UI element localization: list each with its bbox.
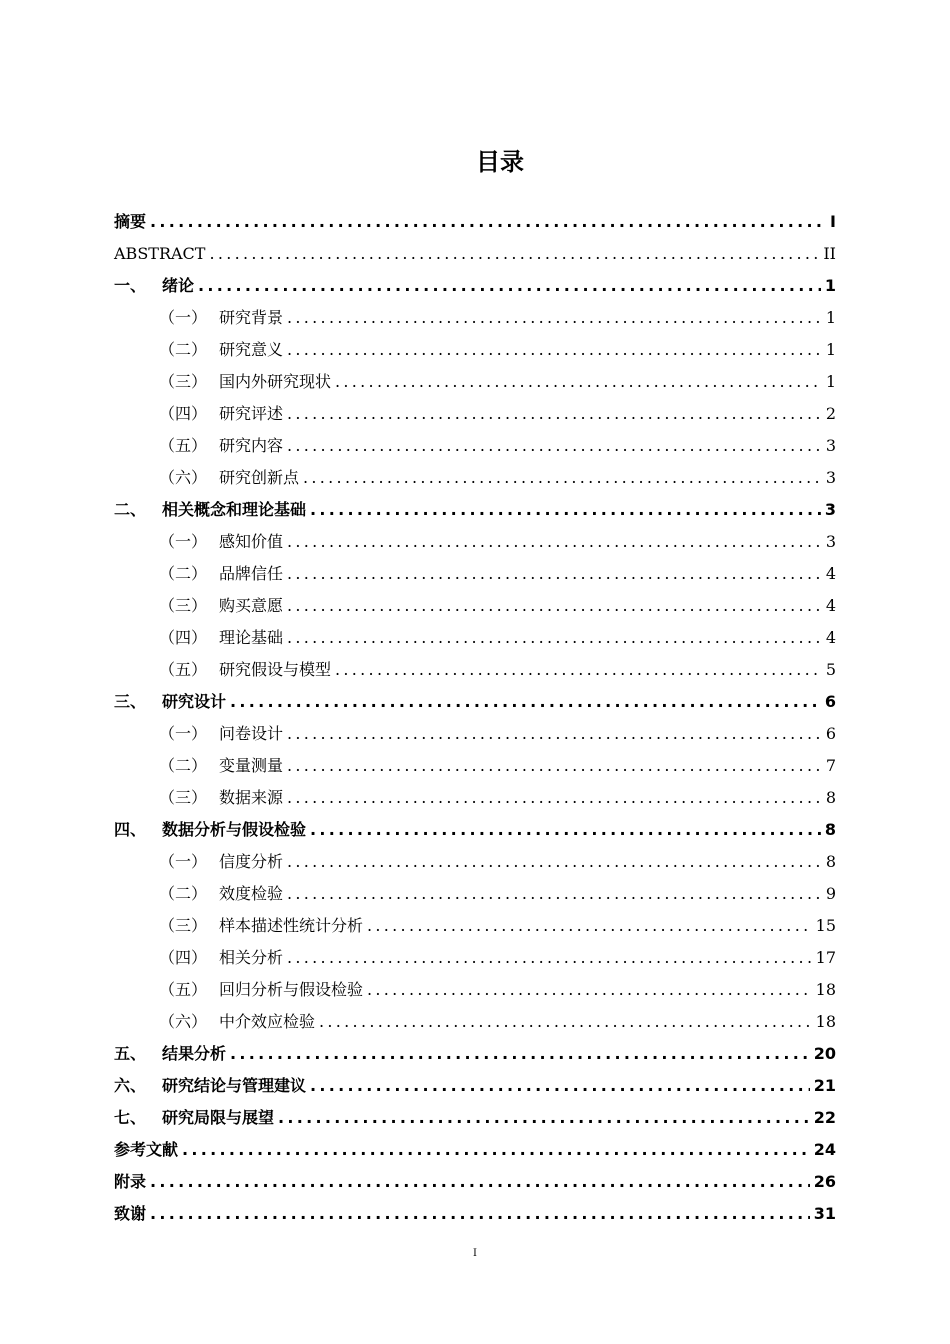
toc-entry-page: 3 <box>825 436 836 455</box>
toc-entry[interactable] <box>114 910 836 942</box>
toc-dot-leader <box>287 718 822 750</box>
toc-entry-label: 研究评述 <box>219 404 284 423</box>
toc-entry[interactable] <box>114 1006 836 1038</box>
footer-page-number: I <box>473 1248 477 1259</box>
toc-entry-number: （五） <box>159 660 208 679</box>
toc-entry-label: 参考文献 <box>114 1140 179 1159</box>
toc-entry-page: 2 <box>825 404 836 423</box>
toc-entry-page: 4 <box>825 564 836 583</box>
toc-entry[interactable] <box>114 462 836 494</box>
toc-entry[interactable] <box>114 302 836 334</box>
toc-dot-leader <box>287 750 822 782</box>
toc-entry[interactable] <box>114 494 836 526</box>
toc-entry-number: 一、 <box>114 276 147 295</box>
toc-entry-number: （三） <box>159 788 208 807</box>
toc-entry-label: 研究局限与展望 <box>162 1108 275 1127</box>
toc-entry-page: 3 <box>825 532 836 551</box>
toc-dot-leader <box>209 238 819 270</box>
toc-entry-label: 感知价值 <box>219 532 284 551</box>
toc-dot-leader <box>198 270 821 302</box>
toc-entry[interactable] <box>114 846 836 878</box>
toc-entry-label: 效度检验 <box>219 884 284 903</box>
page-title: 目录 <box>476 148 524 176</box>
toc-entry-label: 致谢 <box>114 1204 147 1223</box>
toc-entry-page: I <box>830 212 836 231</box>
toc-entry-number: （二） <box>159 756 208 775</box>
toc-entry[interactable] <box>114 814 836 846</box>
toc-dot-leader <box>287 302 822 334</box>
toc-entry[interactable] <box>114 1166 836 1198</box>
toc-entry-label: 变量测量 <box>219 756 284 775</box>
toc-entry-label: 结果分析 <box>162 1044 227 1063</box>
toc-entry-page: 9 <box>825 884 836 903</box>
toc-entry-number: 六、 <box>114 1076 147 1095</box>
toc-entry-number: （四） <box>159 404 208 423</box>
toc-dot-leader <box>287 878 822 910</box>
toc-entry-page: 3 <box>825 468 836 487</box>
toc-entry-number: （六） <box>159 1012 208 1031</box>
toc-entry[interactable] <box>114 366 836 398</box>
toc-entry-page: 8 <box>824 820 836 839</box>
toc-entry-page: 15 <box>815 916 836 935</box>
toc-entry[interactable] <box>114 270 836 302</box>
toc-entry[interactable] <box>114 590 836 622</box>
toc-entry[interactable] <box>114 878 836 910</box>
toc-entry-page: 26 <box>813 1172 836 1191</box>
toc-entry-number: （二） <box>159 564 208 583</box>
toc-entry-page: 6 <box>825 724 836 743</box>
toc-entry-number: （三） <box>159 596 208 615</box>
toc-entry[interactable] <box>114 526 836 558</box>
toc-dot-leader <box>182 1134 810 1166</box>
toc-entry-page: 24 <box>813 1140 836 1159</box>
toc-entry-number: 五、 <box>114 1044 147 1063</box>
toc-entry-page: 4 <box>825 628 836 647</box>
toc-entry-label: 数据来源 <box>219 788 284 807</box>
toc-entry-label: 研究意义 <box>219 340 284 359</box>
toc-entry-number: （三） <box>159 372 208 391</box>
toc-dot-leader <box>287 942 812 974</box>
toc-dot-leader <box>150 1166 810 1198</box>
toc-entry-page: 4 <box>825 596 836 615</box>
toc-entry[interactable] <box>114 206 836 238</box>
toc-entry[interactable] <box>114 334 836 366</box>
toc-entry[interactable] <box>114 1038 836 1070</box>
toc-dot-leader <box>335 366 822 398</box>
toc-entry-page: 22 <box>813 1108 836 1127</box>
toc-dot-leader <box>367 910 812 942</box>
toc-dot-leader <box>150 1198 810 1230</box>
toc-entry-label: 国内外研究现状 <box>219 372 332 391</box>
toc-entry-number: （二） <box>159 884 208 903</box>
toc-entry-number: （一） <box>159 532 208 551</box>
toc-entry-page: 17 <box>815 948 836 967</box>
toc-entry-label: 研究设计 <box>162 692 227 711</box>
toc-entry-page: 18 <box>815 1012 836 1031</box>
toc-entry-number: （四） <box>159 628 208 647</box>
toc-entry-label: 绪论 <box>162 276 195 295</box>
toc-dot-leader <box>287 590 822 622</box>
toc-entry[interactable] <box>114 430 836 462</box>
toc-entry[interactable] <box>114 1134 836 1166</box>
toc-entry-number: （一） <box>159 308 208 327</box>
toc-entry[interactable] <box>114 750 836 782</box>
toc-dot-leader <box>287 846 822 878</box>
toc-entry[interactable] <box>114 1198 836 1230</box>
toc-entry[interactable] <box>114 1102 836 1134</box>
toc-entry-page: II <box>823 244 836 263</box>
toc-entry[interactable] <box>114 974 836 1006</box>
toc-entry-page: 6 <box>824 692 836 711</box>
toc-entry-page: 3 <box>824 500 836 519</box>
toc-entry-number: （五） <box>159 436 208 455</box>
toc-entry-number: 三、 <box>114 692 147 711</box>
toc-entry[interactable] <box>114 558 836 590</box>
toc-dot-leader <box>287 398 822 430</box>
toc-entry-page: 5 <box>825 660 836 679</box>
toc-dot-leader <box>287 526 822 558</box>
toc-entry-number: 二、 <box>114 500 147 519</box>
toc-entry-label: 理论基础 <box>219 628 284 647</box>
toc-entry-number: （四） <box>159 948 208 967</box>
toc-entry[interactable] <box>114 782 836 814</box>
toc-entry-page: 31 <box>813 1204 836 1223</box>
toc-entry-label: 信度分析 <box>219 852 284 871</box>
toc-entry-label: 研究创新点 <box>219 468 300 487</box>
toc-dot-leader <box>287 334 822 366</box>
toc-entry-page: 1 <box>824 276 836 295</box>
toc-entry-label: 样本描述性统计分析 <box>219 916 364 935</box>
toc-entry-label: 相关分析 <box>219 948 284 967</box>
toc-entry-number: （五） <box>159 980 208 999</box>
toc-entry[interactable] <box>114 942 836 974</box>
toc-dot-leader <box>287 558 822 590</box>
toc-dot-leader <box>335 654 822 686</box>
toc-entry-label: 问卷设计 <box>219 724 284 743</box>
toc-dot-leader <box>278 1102 810 1134</box>
toc-entry-label: 研究背景 <box>219 308 284 327</box>
toc-entry-page: 1 <box>825 372 836 391</box>
toc-entry-label: 研究内容 <box>219 436 284 455</box>
toc-entry[interactable] <box>114 622 836 654</box>
toc-dot-leader <box>319 1006 812 1038</box>
toc-entry-label: 研究假设与模型 <box>219 660 332 679</box>
toc-entry-label: 中介效应检验 <box>219 1012 316 1031</box>
toc-entry-label: 数据分析与假设检验 <box>162 820 307 839</box>
toc-entry-number: （六） <box>159 468 208 487</box>
toc-dot-leader <box>367 974 812 1006</box>
toc-entry-label: 附录 <box>114 1172 147 1191</box>
toc-entry-number: （一） <box>159 724 208 743</box>
toc-entry-label: 回归分析与假设检验 <box>219 980 364 999</box>
toc-entry-number: 四、 <box>114 820 147 839</box>
toc-dot-leader <box>310 814 821 846</box>
toc-entry[interactable] <box>114 686 836 718</box>
toc-dot-leader <box>310 1070 810 1102</box>
toc-dot-leader <box>230 1038 810 1070</box>
toc-entry-label: ABSTRACT <box>114 244 206 263</box>
toc-dot-leader <box>303 462 822 494</box>
toc-entry-label: 购买意愿 <box>219 596 284 615</box>
toc-dot-leader <box>287 430 822 462</box>
toc-entry-page: 7 <box>825 756 836 775</box>
toc-entry-label: 摘要 <box>114 212 147 231</box>
toc-entry-page: 20 <box>813 1044 836 1063</box>
toc-entry-label: 研究结论与管理建议 <box>162 1076 307 1095</box>
toc-entry[interactable] <box>114 398 836 430</box>
toc-entry[interactable] <box>114 238 836 270</box>
toc-entry-label: 相关概念和理论基础 <box>162 500 307 519</box>
toc-dot-leader <box>230 686 821 718</box>
toc-dot-leader <box>287 782 822 814</box>
toc-entry-page: 1 <box>825 340 836 359</box>
toc-dot-leader <box>287 622 822 654</box>
table-of-contents <box>114 206 836 1230</box>
toc-entry-label: 品牌信任 <box>219 564 284 583</box>
toc-entry-page: 8 <box>825 788 836 807</box>
toc-entry-page: 8 <box>825 852 836 871</box>
toc-entry-number: 七、 <box>114 1108 147 1127</box>
toc-entry-number: （一） <box>159 852 208 871</box>
toc-dot-leader <box>150 206 826 238</box>
toc-entry-page: 21 <box>813 1076 836 1095</box>
toc-entry[interactable] <box>114 1070 836 1102</box>
toc-entry-page: 1 <box>825 308 836 327</box>
toc-entry-number: （二） <box>159 340 208 359</box>
toc-entry-page: 18 <box>815 980 836 999</box>
toc-entry-number: （三） <box>159 916 208 935</box>
toc-entry[interactable] <box>114 718 836 750</box>
toc-dot-leader <box>310 494 821 526</box>
toc-entry[interactable] <box>114 654 836 686</box>
